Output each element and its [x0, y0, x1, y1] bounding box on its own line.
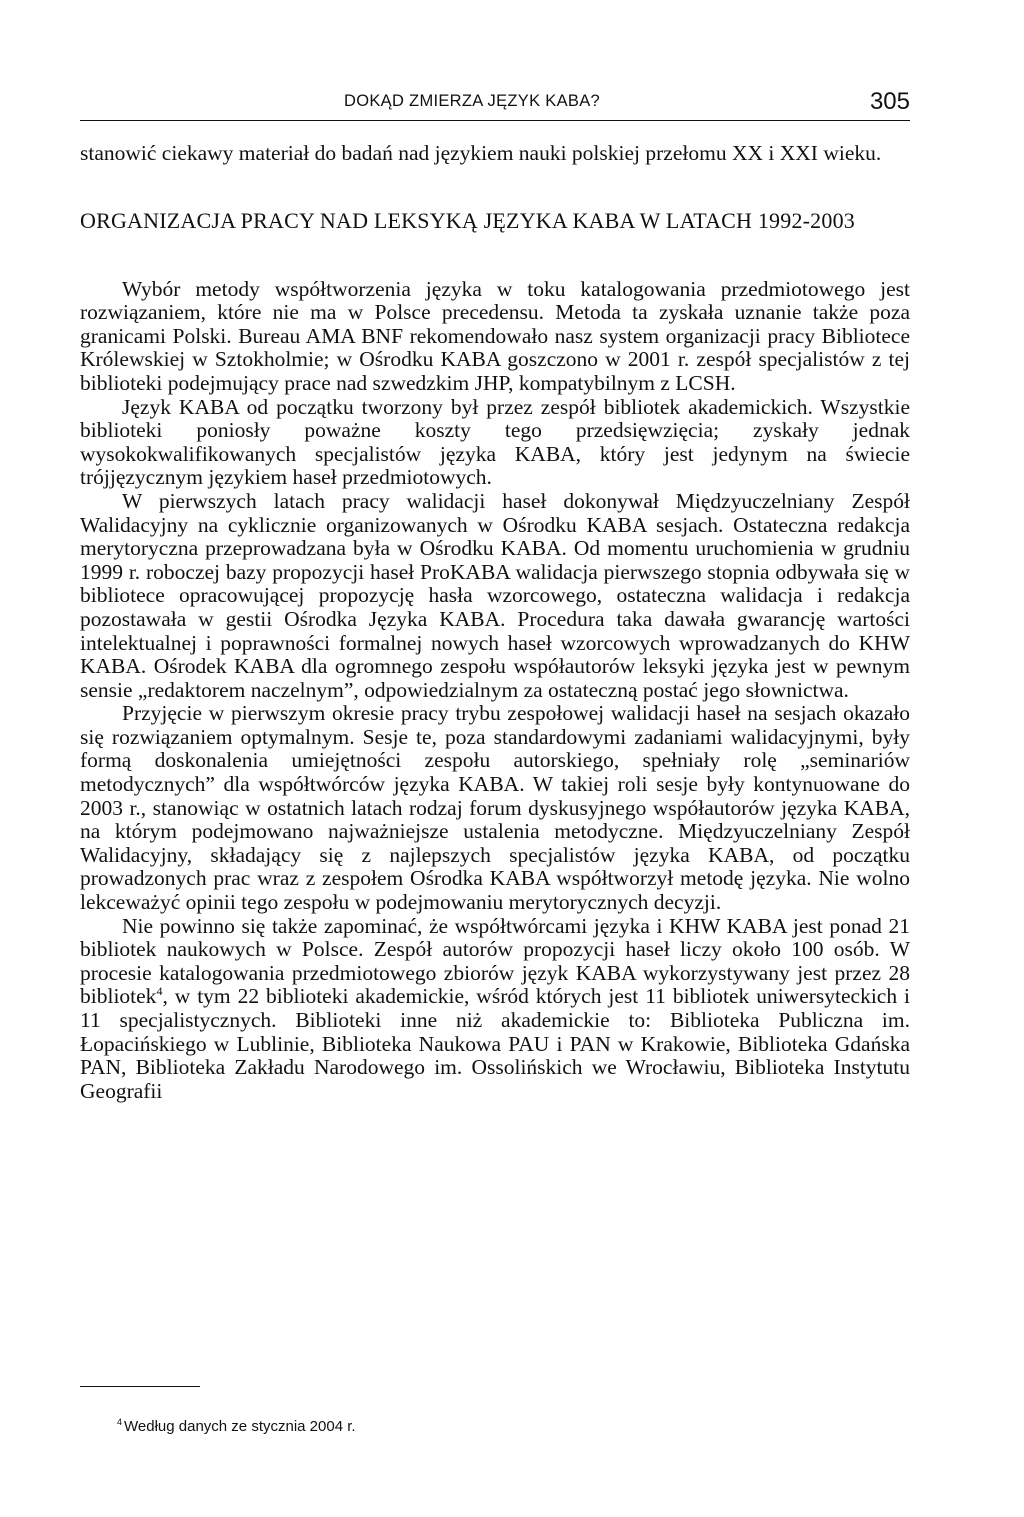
page	[80, 0, 910, 1517]
page-number: 305	[869, 88, 910, 115]
paragraph-4: Przyjęcie w pierwszym okresie pracy trybu zespołowej walidacji haseł na sesjach okazało się rozwiązaniem optymalnym. Sesje te, poza standardowymi zadaniami walidacyjnymi, były formą doskonalenia umiejętności zespołu autorskiego, spełniały rolę „seminariów metodycznych” dla współtwórców języka KABA. W takiej roli sesje były kontynuowane do 2003 r., stanowiąc w ostatnich latach rodzaj forum dyskusyjnego współautorów języka KABA, na którym podejmowano najważniejsze ustalenia metodyczne. Międzyuczelniany Zespół Walidacyjny, składający się z najlepszych specjalistów języka KABA, od początku prowadzonych prac wraz z zespołem Ośrodka KABA współtworzył metodę języka. Nie wolno lekceważyć opinii tego zespołu w podejmowaniu merytorycznych decyzji.	[80, 701, 910, 915]
paragraph-1: Wybór metody współtworzenia języka w toku katalogowania przedmiotowego jest rozwiązaniem, które nie ma w Polsce precedensu. Metoda ta zyskała uznanie także poza granicami Polski. Bureau AMA BNF rekomendowało nasz system organizacji pracy Bibliotece Królewskiej w Sztokholmie; w Ośrodku KABA goszczono w 2001 r. zespół specjalistów z tej biblioteki podejmujący prace nad szwedzkim JHP, kompatybilnym z LCSH.	[80, 276, 910, 395]
running-header	[80, 90, 910, 121]
paragraph-continued: stanowić ciekawy materiał do badań nad językiem nauki polskiej przełomu XX i XXI wieku.	[80, 141, 882, 165]
section-heading: ORGANIZACJA PRACY NAD LEKSYKĄ JĘZYKA KABA W LATACH 1992-2003	[80, 207, 855, 233]
footnote-mark: 4	[117, 1417, 123, 1427]
paragraph-5-text-b: , w tym 22 biblioteki akademickie, wśród których jest 11 bibliotek uniwersyteckich i 11 specjalistycznych. Biblioteki inne niż akademickie to: Biblioteka Publiczna im. Łopacińskiego w Lublinie, Biblioteka Naukowa PAU i PAN w Krakowie, Biblioteka Gdańska PAN, Biblioteka Zakładu Narodowego im. Ossolińskich we Wrocławiu, Biblioteka Instytutu Geografii	[80, 984, 910, 1103]
running-title: DOKĄD ZMIERZA JĘZYK KABA?	[344, 92, 600, 110]
paragraph-5-text-a: Nie powinno się także zapominać, że współtwórcami języka i KHW KABA jest ponad 21 bibliotek naukowych w Polsce. Zespół autorów propozycji haseł liczy około 100 osób. W procesie katalogowania przedmiotowego zbiorów język KABA wykorzystywany jest przez 28 bibliotek	[80, 913, 910, 1009]
paragraph-3: W pierwszych latach pracy walidacji haseł dokonywał Międzyuczelniany Zespół Walidacyjny na cyklicznie organizowanych w Ośrodku KABA sesjach. Ostateczna redakcja merytoryczna przeprowadzana była w Ośrodku KABA. Od momentu uruchomienia w grudniu 1999 r. roboczej bazy propozycji haseł ProKABA walidacja pierwszego stopnia odbywała się w bibliotece opracowującej propozycję hasła wzorcowego, ostateczna walidacja i redakcja pozostawała w gestii Ośrodka Języka KABA. Procedura taka dawała gwarancję wartości intelektualnej i poprawności formalnej nowych haseł wzorcowych wprowadzanych do KHW KABA. Ośrodek KABA dla ogromnego zespołu współautorów leksyki języka jest w pewnym sensie „redaktorem naczelnym”, odpowiedzialnym za ostateczną postać jego słownictwa.	[80, 488, 910, 702]
footnote-text: Według danych ze stycznia 2004 r.	[124, 1418, 356, 1435]
footnote	[117, 1418, 356, 1435]
paragraph-5	[80, 915, 910, 1104]
footnote-reference: 4	[156, 984, 163, 999]
footnote-rule	[80, 1386, 200, 1387]
body-text	[80, 142, 910, 1103]
paragraph-2: Język KABA od początku tworzony był przez zespół bibliotek akademickich. Wszystkie biblioteki poniosły poważne koszty tego przedsięwzięcia; zyskały jednak wysokokwalifikowanych specjalistów języka KABA, który jest jedynym na świecie trójjęzycznym językiem haseł przedmiotowych.	[80, 394, 910, 490]
